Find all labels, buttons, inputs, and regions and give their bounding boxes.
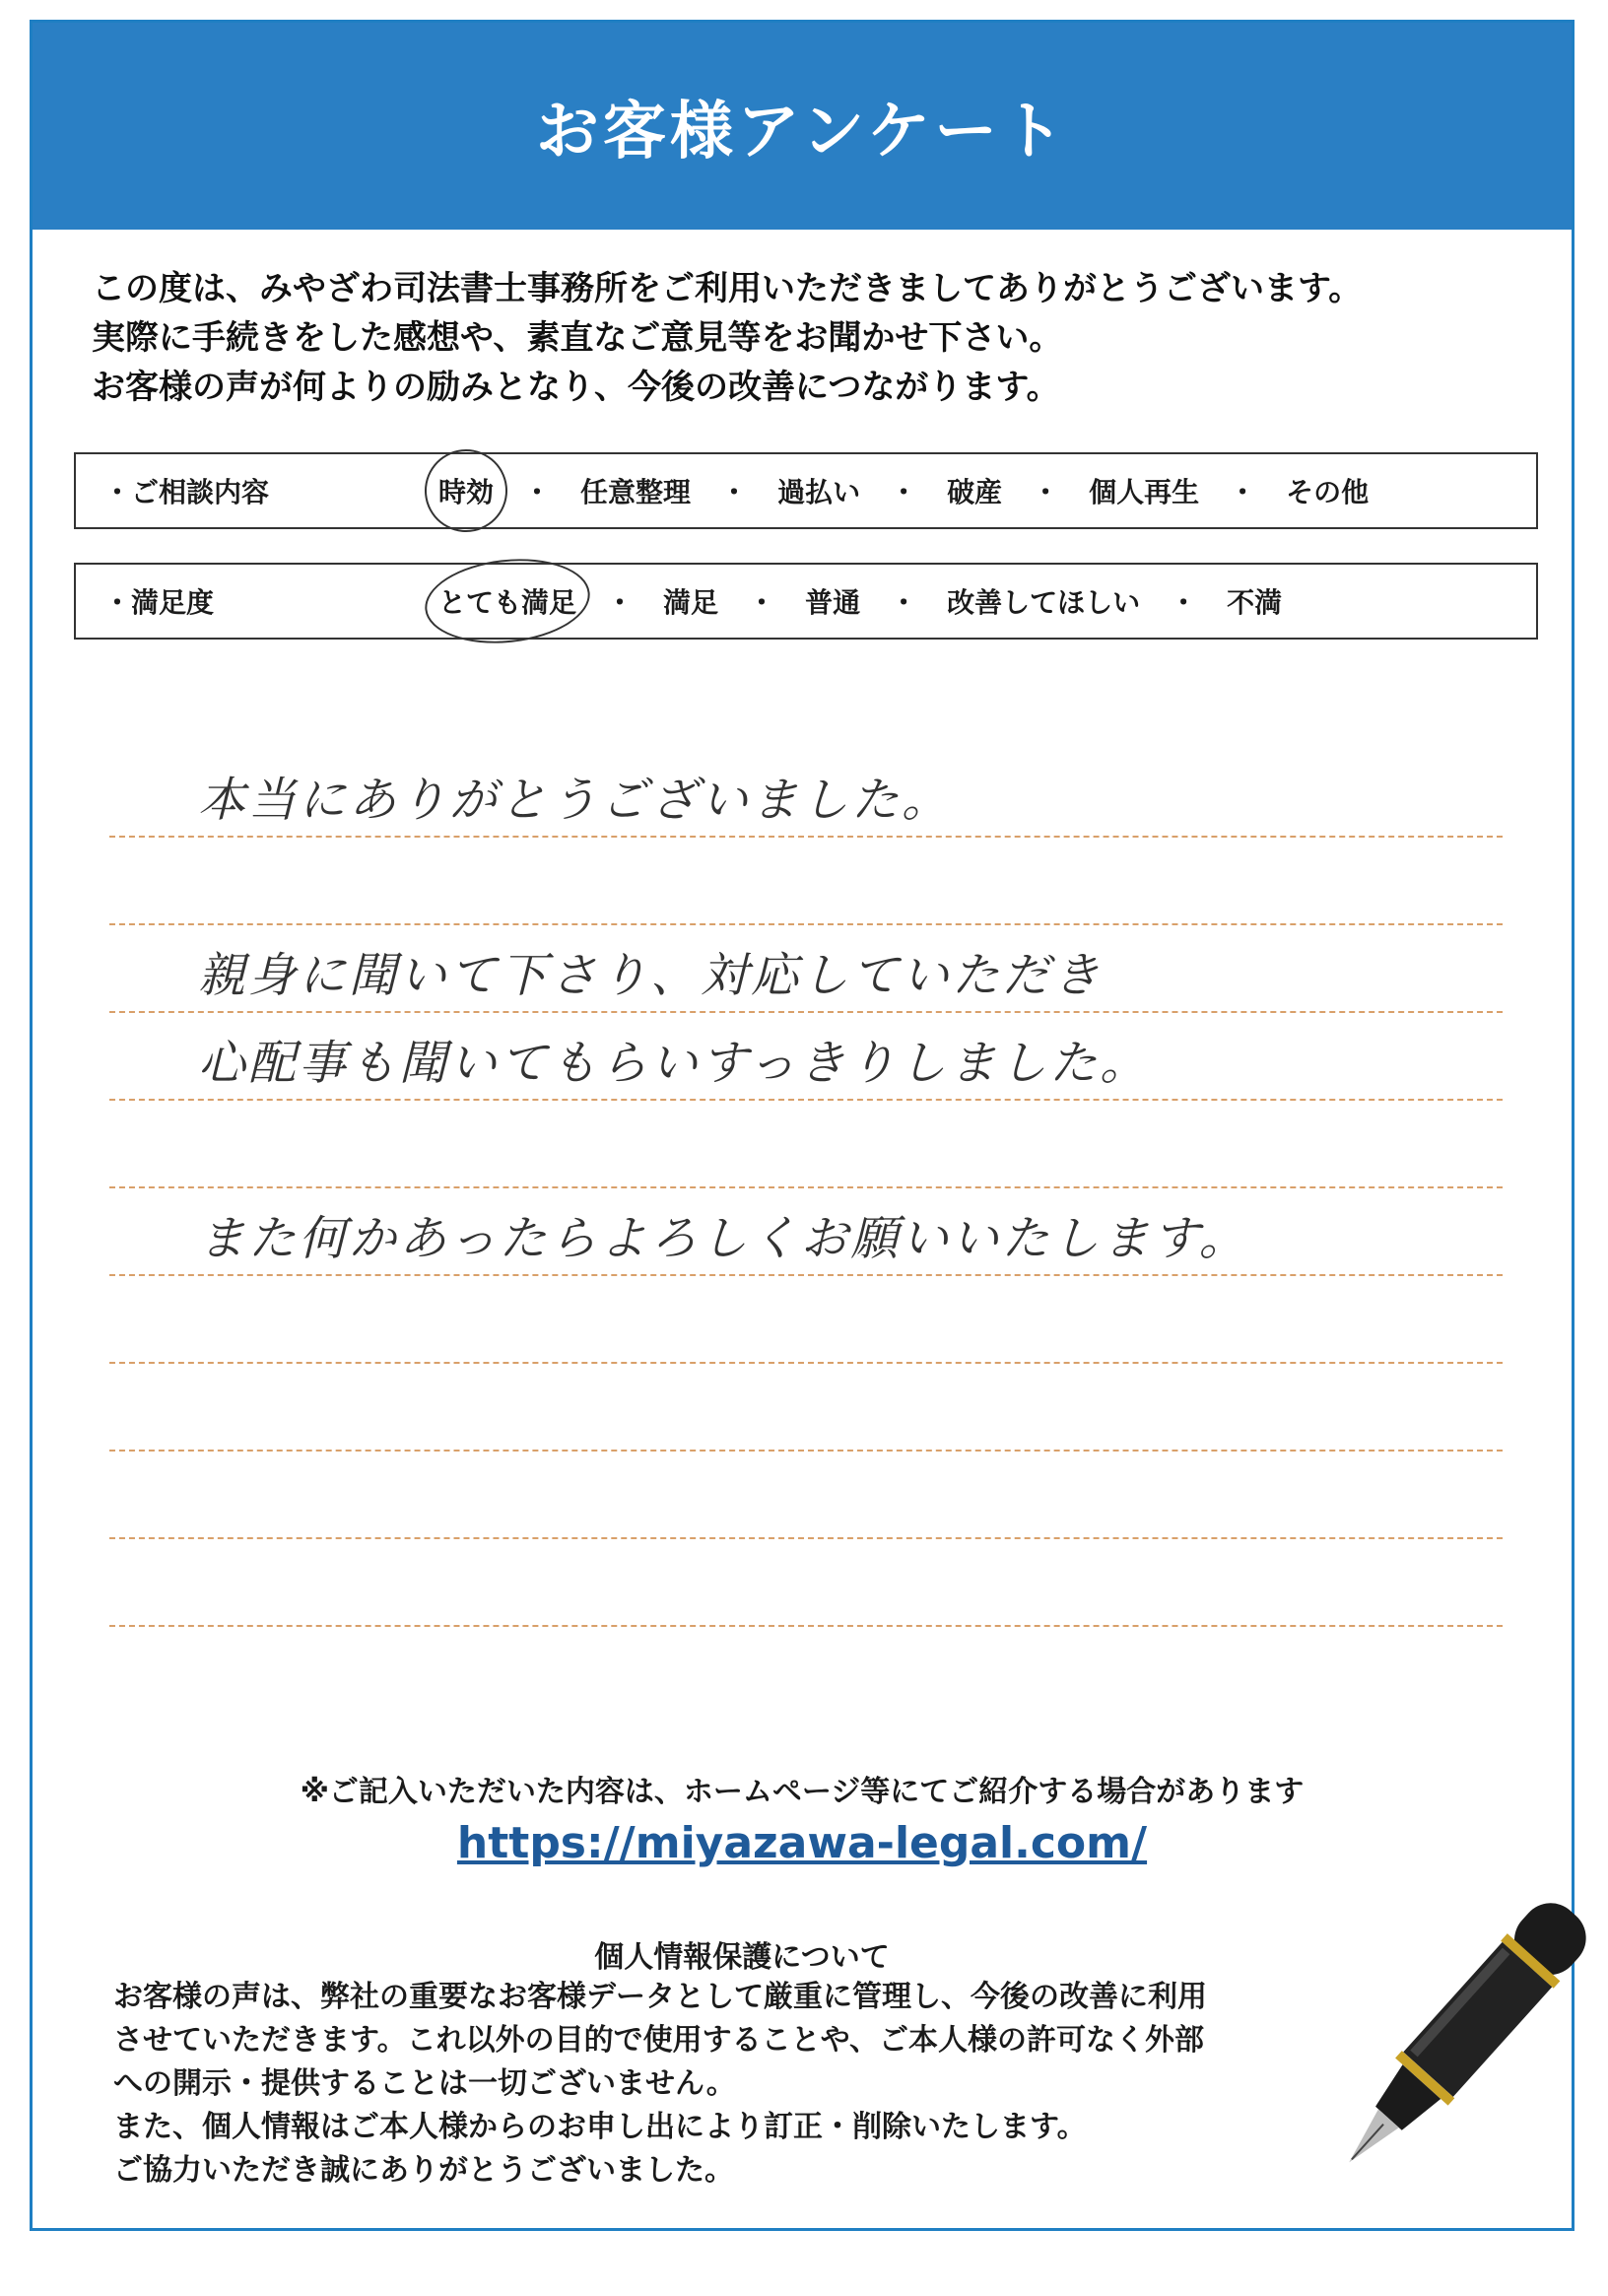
consult-option[interactable]: 任意整理	[580, 476, 692, 508]
privacy-line: また、個人情報はご本人様からのお申し出により訂正・削除いたします。	[113, 2110, 1087, 2144]
consult-option[interactable]: 破産	[947, 476, 1003, 508]
publication-notice: ※ご記入いただいた内容は、ホームページ等にてご紹介する場合があります	[300, 1775, 1305, 1809]
survey-header	[33, 23, 1572, 230]
comment-line	[109, 750, 1503, 838]
comment-line	[109, 1276, 1503, 1364]
satisfaction-option[interactable]: 改善してほしい	[947, 586, 1141, 619]
privacy-text	[113, 1976, 1207, 2193]
intro-text	[92, 264, 1362, 412]
option-separator: ・	[890, 586, 918, 619]
handwritten-comment: また何かあったらよろしくお願いいたします。	[198, 1211, 1249, 1266]
satisfaction-question	[74, 563, 1538, 640]
consult-label: ・ご相談内容	[103, 476, 270, 508]
privacy-heading: 個人情報保護について	[594, 1940, 890, 1975]
survey-frame	[30, 20, 1574, 2231]
comment-line	[109, 1364, 1503, 1452]
privacy-line: への開示・提供することは一切ございません。	[113, 2066, 736, 2101]
option-separator: ・	[523, 476, 552, 508]
comment-line	[109, 1539, 1503, 1627]
consult-option[interactable]: 個人再生	[1089, 476, 1200, 508]
satisfaction-option[interactable]: 満足	[663, 586, 719, 619]
consult-option[interactable]: その他	[1286, 476, 1370, 508]
survey-title: お客様アンケート	[535, 96, 1069, 169]
option-separator: ・	[748, 586, 776, 619]
comment-line	[109, 1013, 1503, 1101]
satisfaction-options	[438, 581, 1282, 621]
satisfaction-option-selected[interactable]: とても満足	[438, 581, 576, 621]
intro-line: この度は、みやざわ司法書士事務所をご利用いただきましてありがとうございます。	[92, 269, 1363, 308]
satisfaction-option[interactable]: 普通	[805, 586, 861, 619]
option-separator: ・	[890, 476, 918, 508]
comment-line	[109, 925, 1503, 1013]
intro-line: 実際に手続きをした感想や、素直なご意見等をお聞かせ下さい。	[92, 318, 1063, 358]
privacy-line: ご協力いただき誠にありがとうございました。	[113, 2153, 734, 2188]
comment-line	[109, 1101, 1503, 1188]
handwritten-comment: 心配事も聞いてもらいすっきりしました。	[198, 1036, 1151, 1091]
satisfaction-label: ・満足度	[103, 586, 215, 619]
option-separator: ・	[606, 586, 635, 619]
fountain-pen-icon	[1323, 1875, 1599, 2200]
handwritten-comment: 親身に聞いて下さり、対応していただき	[198, 948, 1104, 1003]
website-link[interactable]: https://miyazawa-legal.com/	[456, 1818, 1148, 1868]
privacy-line: させていただきます。これ以外の目的で使用することや、ご本人様の許可なく外部	[113, 2023, 1204, 2058]
consult-option-selected[interactable]: 時効	[438, 471, 494, 510]
option-separator: ・	[720, 476, 749, 508]
comment-line	[109, 1452, 1503, 1539]
option-separator: ・	[1170, 586, 1198, 619]
consult-option[interactable]: 過払い	[777, 476, 861, 508]
intro-line: お客様の声が何よりの励みとなり、今後の改善につながります。	[92, 368, 1060, 407]
comment-line	[109, 1188, 1503, 1276]
consult-options	[438, 471, 1369, 510]
handwritten-comment: 本当にありがとうございました。	[198, 773, 953, 828]
privacy-line: お客様の声は、弊社の重要なお客様データとして厳重に管理し、今後の改善に利用	[113, 1980, 1207, 2014]
satisfaction-option[interactable]: 不満	[1227, 586, 1283, 619]
comment-line	[109, 838, 1503, 925]
comment-area[interactable]	[109, 750, 1503, 1627]
option-separator: ・	[1032, 476, 1060, 508]
consult-question	[74, 452, 1538, 529]
option-separator: ・	[1229, 476, 1257, 508]
